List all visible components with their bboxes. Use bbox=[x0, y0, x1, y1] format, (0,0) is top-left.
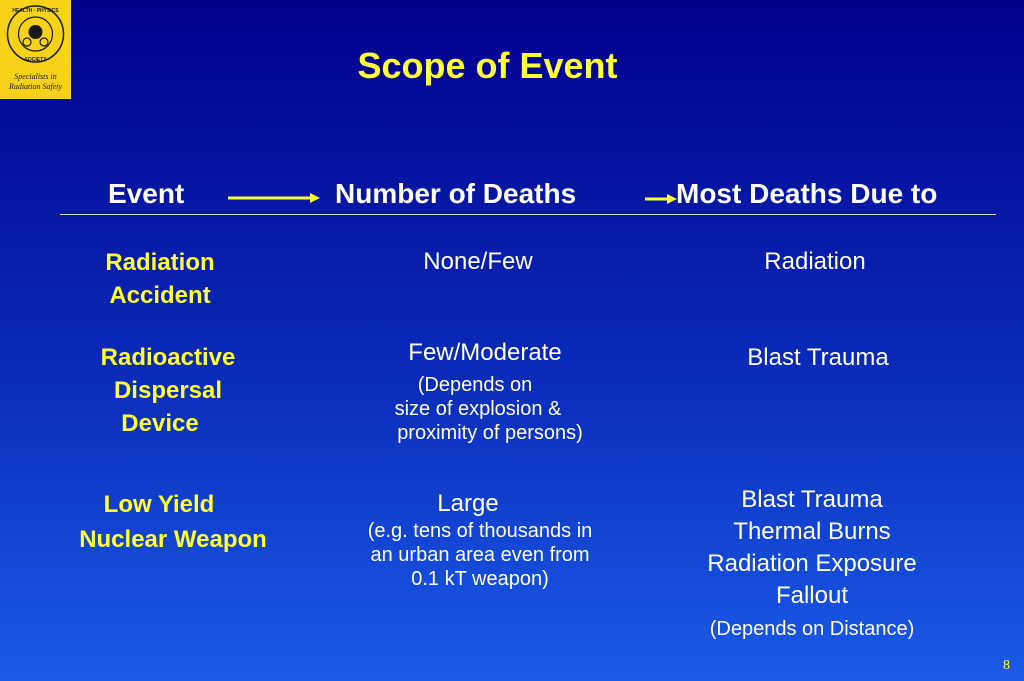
header-divider bbox=[60, 214, 996, 215]
deaths-rdd: Few/Moderate bbox=[408, 339, 562, 366]
event-low-yield-nuclear-weapon: Low Yield Nuclear Weapon bbox=[79, 491, 267, 553]
svg-text:SOCIETY: SOCIETY bbox=[24, 57, 47, 63]
deaths-nuclear-weapon-note: (e.g. tens of thousands in an urban area even from 0.1 kT weapon) bbox=[367, 520, 593, 590]
page-number: 8 bbox=[1003, 658, 1010, 673]
header-cause: Most Deaths Due to bbox=[676, 178, 938, 209]
logo-tagline: Specialists in Radiation Safety bbox=[8, 72, 63, 91]
cause-rdd: Blast Trauma bbox=[747, 344, 889, 371]
deaths-radiation-accident: None/Few bbox=[423, 248, 533, 275]
arrow-right-icon bbox=[644, 192, 678, 206]
event-radiation-accident: Radiation Accident bbox=[105, 249, 215, 309]
slide-title: Scope of Event bbox=[357, 45, 618, 86]
header-deaths: Number of Deaths bbox=[335, 178, 577, 209]
deaths-rdd-note: (Depends on size of explosion & proximity of persons) bbox=[394, 374, 583, 444]
cause-radiation-accident: Radiation bbox=[764, 248, 866, 275]
cause-nuclear-weapon-note: (Depends on Distance) bbox=[709, 618, 915, 640]
header-event: Event bbox=[108, 178, 185, 209]
deaths-nuclear-weapon: Large bbox=[437, 490, 499, 517]
arrow-right-icon bbox=[226, 190, 322, 206]
svg-text:HEALTH · PHYSICS: HEALTH · PHYSICS bbox=[12, 8, 59, 14]
event-radioactive-dispersal-device: Radioactive Dispersal Device bbox=[100, 344, 236, 437]
cause-nuclear-weapon: Blast Trauma Thermal Burns Radiation Exposure Fallout bbox=[707, 486, 917, 609]
